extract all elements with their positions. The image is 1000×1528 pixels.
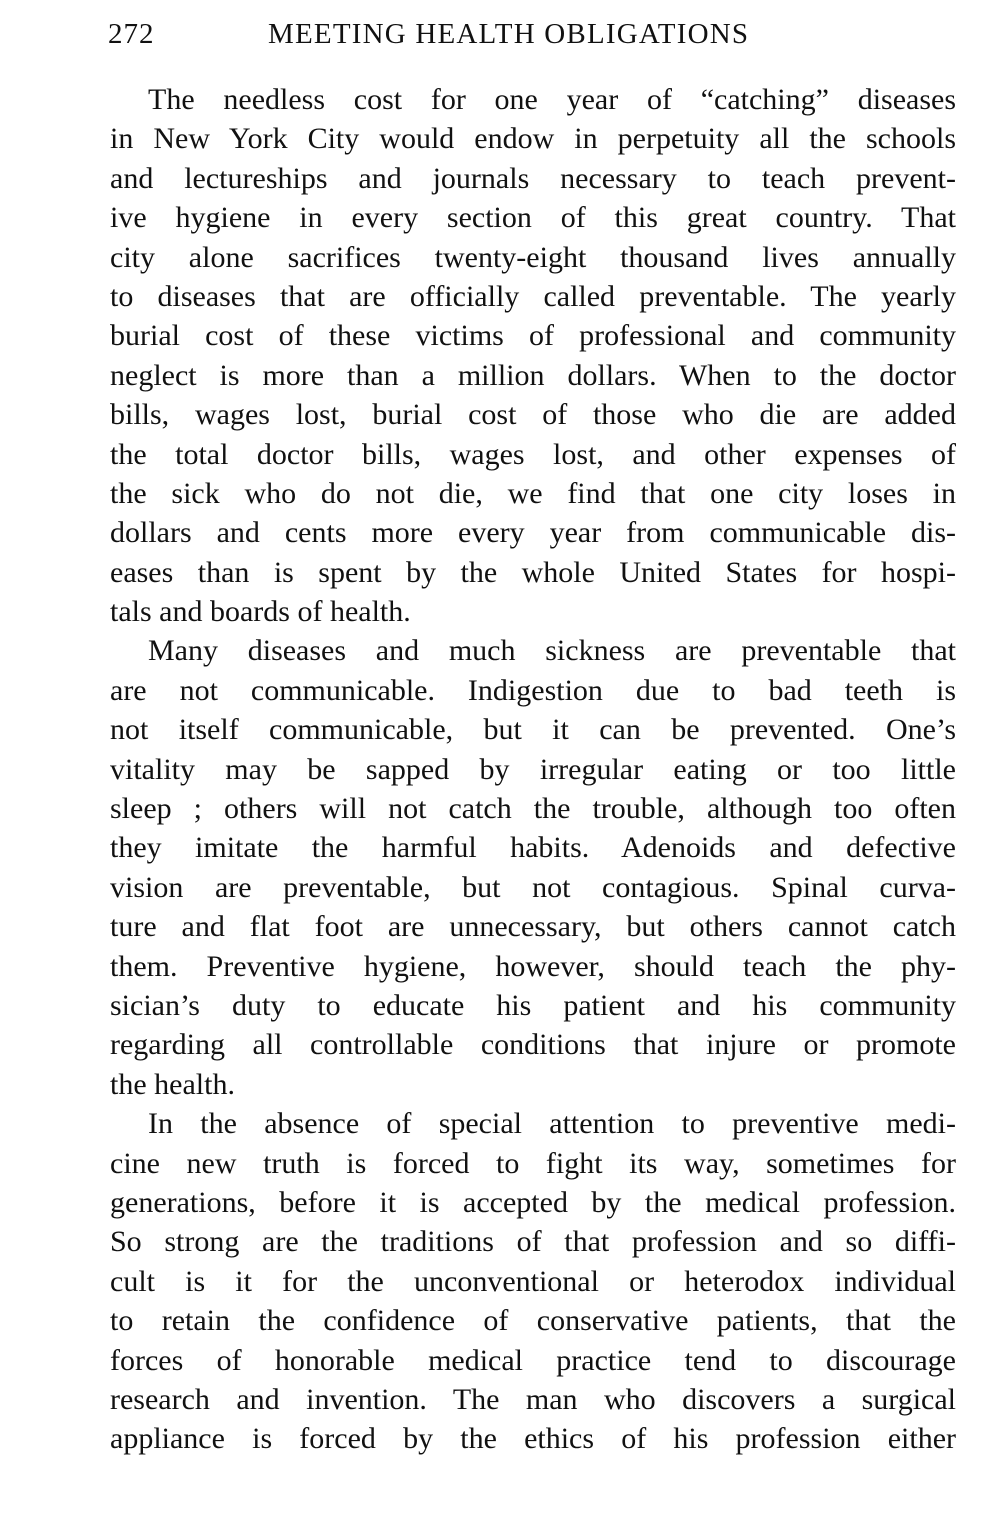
paragraph-1: [110, 80, 956, 631]
text-line: appliance is forced by the ethics of his profession either: [110, 1422, 956, 1456]
text-line: to diseases that are officially called preventable. The yearly: [110, 279, 956, 313]
text-line: burial cost of these victims of professional and community: [110, 319, 956, 353]
text-line: ive hygiene in every section of this great country. That: [110, 201, 956, 235]
text-line: are not communicable. Indigestion due to bad teeth is: [110, 673, 956, 707]
text-line: regarding all controllable conditions that injure or promote: [110, 1028, 956, 1062]
text-line: ture and flat foot are unnecessary, but others cannot catch: [110, 910, 956, 944]
text-line: them. Preventive hygiene, however, should teach the phy-: [110, 949, 956, 983]
text-line: sleep ; others will not catch the trouble, although too often: [110, 792, 956, 826]
chapter-title: MEETING HEALTH OBLIGATIONS: [268, 18, 750, 50]
text-line: The needless cost for one year of “catching” diseases: [148, 83, 956, 116]
text-line: bills, wages lost, burial cost of those who die are added: [110, 398, 956, 432]
text-line: eases than is spent by the whole United States for hospi-: [110, 555, 956, 589]
text-line: In the absence of special attention to preventive medi-: [148, 1107, 956, 1141]
text-line: forces of honorable medical practice tend to discourage: [110, 1343, 956, 1377]
text-line: city alone sacrifices twenty-eight thousand lives annually: [110, 240, 956, 274]
text-line: the sick who do not die, we find that one city loses in: [110, 476, 956, 510]
text-line: sician’s duty to educate his patient and his community: [110, 988, 956, 1022]
text-line: neglect is more than a million dollars. When to the doctor: [110, 358, 956, 392]
text-line: generations, before it is accepted by the medical profession.: [110, 1185, 956, 1219]
text-line: the health.: [110, 1067, 235, 1101]
text-line: cult is it for the unconventional or heterodox individual: [110, 1264, 956, 1298]
text-line: to retain the confidence of conservative patients, that the: [110, 1304, 956, 1338]
running-head: [108, 14, 958, 54]
paragraph-2: [110, 631, 956, 1104]
text-line: So strong are the traditions of that profession and so diffi-: [110, 1225, 956, 1259]
page-number: 272: [108, 18, 155, 50]
body-text: [110, 80, 956, 1459]
paragraph-3: [110, 1104, 956, 1459]
text-line: Many diseases and much sickness are preventable that: [148, 634, 956, 668]
text-line: vitality may be sapped by irregular eating or too little: [110, 752, 956, 786]
text-line: research and invention. The man who discovers a surgical: [110, 1382, 956, 1416]
text-line: dollars and cents more every year from communicable dis-: [110, 516, 956, 550]
text-line: in New York City would endow in perpetuity all the schools: [110, 122, 956, 156]
text-line: not itself communicable, but it can be prevented. One’s: [110, 713, 956, 747]
text-line: cine new truth is forced to fight its way, sometimes for: [110, 1146, 956, 1180]
text-line: and lectureships and journals necessary to teach prevent-: [110, 161, 956, 195]
text-line: the total doctor bills, wages lost, and other expenses of: [110, 437, 956, 471]
text-line: tals and boards of health.: [110, 595, 411, 629]
text-line: vision are preventable, but not contagious. Spinal curva-: [110, 870, 956, 904]
text-line: they imitate the harmful habits. Adenoids and defective: [110, 831, 956, 865]
